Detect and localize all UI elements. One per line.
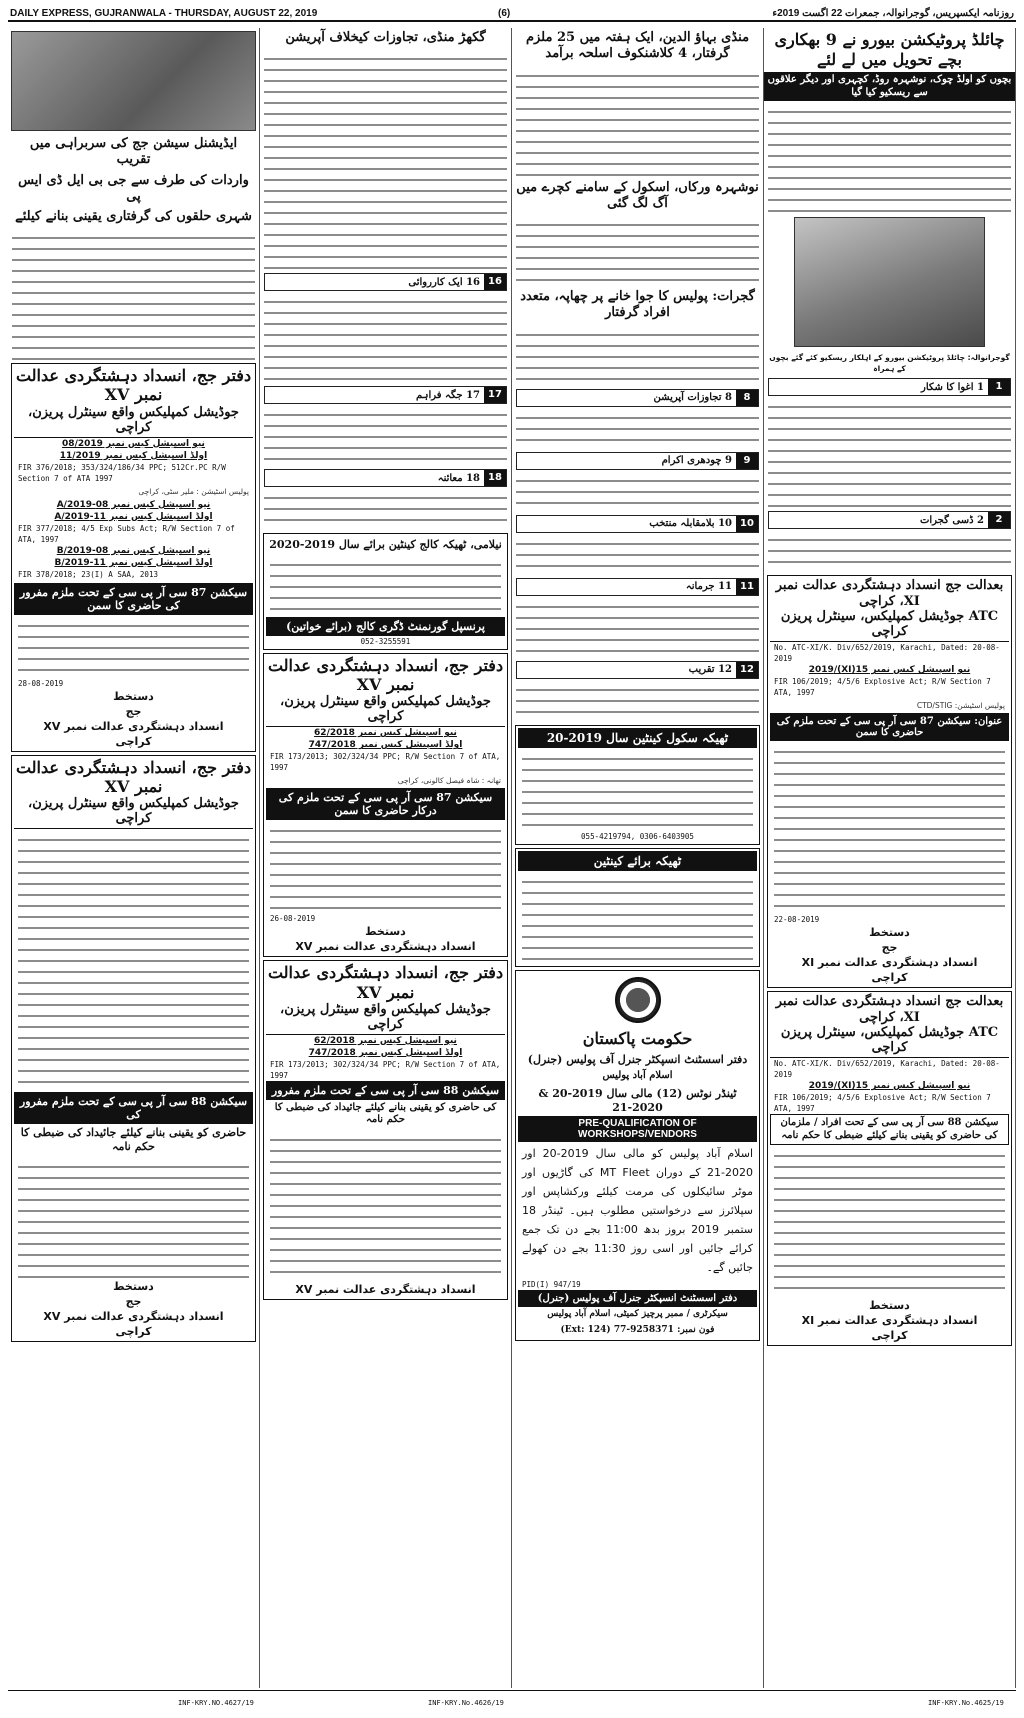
lead-headline: چائلڈ پروٹیکشن بیورو نے 9 بھکاری بچے تحویل میں لے لئے	[774, 30, 1005, 69]
masthead	[8, 6, 1016, 22]
item-number: 11	[736, 579, 758, 595]
notice-subheading: جوڈیشل کمپلیکس واقع سینٹرل پریزن، کراچی	[266, 1002, 505, 1035]
tender-phone: 052-3255591	[360, 637, 411, 646]
news-headline: گکھڑ منڈی، تجاوزات کیخلاف آپریشن	[285, 30, 486, 45]
column-b	[260, 28, 512, 1688]
notice-date: 26-08-2019	[270, 914, 316, 924]
court-notice	[11, 363, 256, 751]
news-body-text	[768, 532, 1011, 572]
fir-details: FIR 377/2018; 4/5 Exp Subs Act; R/W Section 7 of ATA, 1997	[18, 523, 235, 544]
news-body-text	[516, 682, 759, 722]
news-body-text	[264, 490, 507, 530]
government-tender	[515, 970, 760, 1341]
signature-city: کراچی	[115, 734, 152, 748]
case-number: اولڈ اسپیشل کیس نمبر 11/2019	[59, 450, 208, 461]
case-number: نیو اسپیشل کیس نمبر 08-A/2019	[56, 499, 211, 510]
tender-body: اسلام آباد پولیس کو مالی سال 2019-20 اور 2020-21 کے دوران MT Fleet کی گاڑیوں اور موٹر سائیکلوں کی مرمت کیلئے ورکشاپس اور سپلائرز سے درخواستیں مطلوب ہیں۔ ٹینڈر 18 ستمبر 2019 بروز بدھ 11:00 بجے دن تک جمع کرائے جائیں اور اسی روز 11:30 بجے دن کھولے جائیں گے۔	[522, 1147, 753, 1275]
news-body-text	[516, 217, 759, 287]
notice-body-text	[18, 618, 249, 678]
signature-label: دستخط	[113, 689, 154, 703]
notice-reference: No. ATC-XI/K. Div/652/2019, Karachi, Dated: 20-08-2019	[774, 643, 1000, 664]
news-headline: ایڈیشنل سیشن جج کی سربراہی میں تقریب	[29, 136, 238, 168]
tender-notice	[515, 725, 760, 845]
fir-details: FIR 376/2018; 353/324/186/34 PPC; 512Cr.PC R/W Section 7 of ATA 1997	[18, 462, 226, 483]
police-station: پولیس اسٹیشن : ملیر سٹی، کراچی	[138, 486, 249, 496]
notice-reference: No. ATC-XI/K. Div/652/2019, Karachi, Dated: 20-08-2019	[774, 1059, 1000, 1080]
column-d	[764, 28, 1016, 1688]
case-number: نیو اسپیشل کیس نمبر 08/2019	[62, 438, 205, 449]
notice-body-text	[270, 823, 501, 913]
police-emblem-icon	[615, 977, 661, 1023]
section-title: سیکشن 87 سی آر پی سی کے تحت ملزم مفرور کی حاضری کا سمن	[14, 583, 253, 615]
notice-body-text	[270, 1132, 501, 1282]
signature-court: انسداد دہشتگردی عدالت نمبر XV	[295, 940, 476, 954]
item-title: 17 جگہ فراہم	[415, 389, 480, 401]
newspaper-page	[8, 6, 1016, 1712]
item-title: 11 جرمانہ	[685, 581, 732, 592]
news-headline: واردات کی طرف سے جی بی ایل ڈی ایس پی	[18, 172, 249, 204]
notice-body-text	[18, 1159, 249, 1279]
ad-reference: INF-KRY.No.4626/19	[428, 1699, 504, 1707]
tender-notice	[515, 848, 760, 967]
item-number: 2	[988, 512, 1010, 528]
case-number: اولڈ اسپیشل کیس نمبر 747/2018	[308, 1047, 463, 1058]
signature-label: دستخط	[113, 1279, 154, 1293]
pid-reference: PID(I) 947/19	[522, 1280, 581, 1290]
fir-details: FIR 106/2019; 4/5/6 Explosive Act; R/W Section 7 ATA, 1997	[774, 1093, 991, 1114]
news-body-text	[516, 68, 759, 178]
news-photo	[794, 217, 985, 347]
notice-heading: بعدالت جج انسداد دہشتگردی عدالت نمبر XI، کراچی	[775, 578, 1004, 609]
item-title: 18 معائنہ	[437, 472, 480, 484]
item-title: 2 ڈسی گجرات	[919, 514, 984, 526]
news-body-text	[264, 51, 507, 271]
news-headline: نوشہرہ ورکاں، اسکول کے سامنے کچرے میں آگ لگ گئی	[516, 179, 759, 211]
signature-court: انسداد دہشتگردی عدالت نمبر XI	[801, 1314, 978, 1328]
item-title: 10 بلامقابلہ منتخب	[649, 518, 732, 529]
section-subtitle: کی حاضری کو یقینی بنانے کیلئے جائیداد کی ضبطی کا حکم نامہ	[274, 1101, 497, 1126]
column-a	[8, 28, 260, 1688]
notice-subheading: جوڈیشل کمپلیکس واقع سینٹرل پریزن، کراچی	[14, 405, 253, 438]
item-number: 10	[736, 516, 758, 532]
section-subtitle: حاضری کو یقینی بنانے کیلئے جائیداد کی ضبطی کا حکم نامہ	[20, 1126, 247, 1153]
signature-city: کراچی	[871, 971, 908, 985]
signature-court: انسداد دہشتگردی عدالت نمبر XV	[295, 1282, 476, 1296]
item-number: 1	[988, 379, 1010, 395]
contact-heading: دفتر اسسٹنٹ انسپکٹر جنرل آف پولیس (جنرل)	[518, 1290, 757, 1307]
item-number: 17	[484, 387, 506, 403]
contact-subheading: سیکرٹری / ممبر پرچیز کمیٹی، اسلام آباد پولیس	[547, 1309, 728, 1320]
news-item-label	[516, 515, 759, 533]
case-number: اولڈ اسپیشل کیس نمبر 11-B/2019	[54, 557, 213, 568]
notice-subheading: جوڈیشل کمپلیکس واقع سینٹرل پریزن، کراچی	[266, 694, 505, 727]
item-title: 1 اغوا کا شکار	[921, 381, 984, 393]
govt-heading: حکومت پاکستان	[582, 1028, 693, 1048]
news-item-label	[768, 378, 1011, 396]
tender-body-text	[522, 874, 753, 964]
case-number: نیو اسپیشل کیس نمبر 62/2018	[314, 728, 457, 739]
lead-subheadline: بچوں کو اولڈ چوک، نوشہرہ روڈ، کچہری اور دیگر علاقوں سے ریسکیو کیا گیا	[764, 72, 1015, 101]
notice-body-text	[774, 1148, 1005, 1298]
signature-city: کراچی	[871, 1329, 908, 1343]
court-notice	[767, 991, 1012, 1346]
tender-title: نیلامی، ٹھیکہ کالج کینٹین برائے سال 2019-2020	[269, 538, 502, 552]
section-title: سیکشن 88 سی آر پی سی کے تحت ملزم مفرور کی	[14, 1092, 253, 1124]
news-body-text	[768, 104, 1011, 214]
news-item-label	[264, 386, 507, 404]
ad-reference: INF-KRY.NO.4627/19	[178, 1699, 254, 1707]
item-title: 8 تجاوزات آپریشن	[653, 392, 732, 403]
notice-heading: بعدالت جج انسداد دہشتگردی عدالت نمبر XI، کراچی	[775, 994, 1004, 1025]
tender-notice	[263, 533, 508, 650]
page-number: (6)	[498, 8, 511, 19]
contact-phone: فون نمبر: 9258371-77 (Ext: 124)	[560, 1324, 715, 1335]
govt-subheading: دفتر اسسٹنٹ انسپکٹر جنرل آف پولیس (جنرل)	[527, 1052, 748, 1066]
tender-body-text	[270, 557, 501, 617]
news-body-text	[516, 327, 759, 387]
court-notice	[11, 755, 256, 1342]
prequalification-title: PRE-QUALIFICATION OF WORKSHOPS/VENDORS	[518, 1116, 757, 1142]
notice-heading: دفتر جج، انسداد دہشتگردی عدالت نمبر XV	[267, 963, 504, 1002]
news-photo	[11, 31, 256, 131]
news-item-label	[516, 661, 759, 679]
news-item-label	[516, 452, 759, 470]
item-number: 8	[736, 390, 758, 406]
notice-subheading: جوڈیشل کمپلیکس واقع سینٹرل پریزن، کراچی	[14, 796, 253, 829]
signature-title: جج	[125, 1294, 142, 1308]
signature-label: دستخط	[869, 926, 910, 940]
masthead-english: DAILY EXPRESS, GUJRANWALA - THURSDAY, AUGUST 22, 2019	[10, 8, 318, 19]
notice-date: 28-08-2019	[18, 678, 64, 688]
section-title: سیکشن 88 سی آر پی سی کے تحت افراد / ملزمان کی حاضری کو یقینی بنانے کیلئے ضبطی کا حکم نامہ	[770, 1114, 1009, 1145]
section-title: عنوان: سیکشن 87 سی آر پی سی کے تحت ملزم کی حاضری کا سمن	[770, 713, 1009, 741]
case-number: نیو اسپیشل کیس نمبر 62/2018	[314, 1035, 457, 1046]
item-number: 12	[736, 662, 758, 678]
signature-court: انسداد دہشتگردی عدالت نمبر XV	[43, 1309, 224, 1323]
page-footer	[8, 1690, 1016, 1712]
news-headline: شہری حلقوں کی گرفتاری یقینی بنانے کیلئے	[15, 209, 252, 224]
news-item-label	[264, 469, 507, 487]
news-body-text	[516, 536, 759, 576]
tender-org: پرنسپل گورنمنٹ ڈگری کالج (برائے خواتین)	[266, 617, 505, 636]
notice-subheading: ATC جوڈیشل کمپلیکس، سینٹرل پریزن کراچی	[770, 609, 1009, 642]
case-number: اولڈ اسپیشل کیس نمبر 11-A/2019	[54, 511, 213, 522]
court-notice	[767, 575, 1012, 988]
item-title: 12 تقریب	[688, 664, 732, 675]
news-body-text	[516, 473, 759, 513]
fir-details: FIR 106/2019; 4/5/6 Explosive Act; R/W Section 7 ATA, 1997	[774, 677, 991, 698]
case-number: نیو اسپیشل کیس نمبر 08-B/2019	[56, 545, 211, 556]
tender-body-text	[522, 751, 753, 831]
notice-heading: دفتر جج، انسداد دہشتگردی عدالت نمبر XV	[15, 366, 252, 405]
news-item-label	[768, 511, 1011, 529]
news-headline: گجرات: پولیس کا جوا خانے پر چھاپہ، متعدد افراد گرفتار	[520, 289, 755, 321]
case-number: اولڈ اسپیشل کیس نمبر 747/2018	[308, 740, 463, 751]
news-body-text	[768, 399, 1011, 509]
signature-title: جج	[125, 704, 142, 718]
fir-details: FIR 173/2013; 302/324/34 PPC; R/W Section 7 of ATA, 1997	[270, 752, 501, 773]
news-body-text	[516, 599, 759, 659]
notice-heading: دفتر جج، انسداد دہشتگردی عدالت نمبر XV	[267, 656, 504, 695]
notice-subheading: ATC جوڈیشل کمپلیکس، سینٹرل پریزن کراچی	[770, 1025, 1009, 1058]
signature-label: دستخط	[365, 925, 406, 939]
ad-reference: INF-KRY.No.4625/19	[928, 1699, 1004, 1707]
item-number: 18	[484, 470, 506, 486]
signature-label: دستخط	[869, 1299, 910, 1313]
signature-court: انسداد دہشتگردی عدالت نمبر XV	[43, 719, 224, 733]
signature-title: جج	[881, 941, 898, 955]
item-number: 16	[484, 274, 506, 290]
item-title: 16 ایک کارروائی	[408, 276, 480, 288]
news-body-text	[12, 230, 255, 360]
police-station: تھانہ : شاہ فیصل کالونی، کراچی	[397, 776, 501, 786]
fir-details: FIR 378/2018; 23(I) A SAA, 2013	[18, 569, 158, 579]
case-number: نیو اسپیشل کیس نمبر 15(XI)/2019	[808, 665, 971, 676]
news-body-text	[516, 410, 759, 450]
notice-heading: دفتر جج، انسداد دہشتگردی عدالت نمبر XV	[15, 757, 252, 796]
tender-contact: 055-4219794, 0306-6403905	[581, 831, 694, 841]
court-notice	[263, 960, 508, 1299]
notice-body-text	[18, 832, 249, 1092]
photo-caption: گوجرانوالہ: چائلڈ پروٹیکشن بیورو کے اہلکار ریسکیو کئے گئے بچوں کے ہمراہ	[769, 353, 1010, 373]
news-item-label	[264, 273, 507, 291]
court-notice	[263, 653, 508, 957]
section-title: سیکشن 88 سی آر پی سی کے تحت ملزم مفرور	[266, 1081, 505, 1100]
tender-title: ٹھیکہ سکول کینٹین سال 2019-20	[518, 728, 757, 748]
news-body-text	[264, 294, 507, 384]
police-station: پولیس اسٹیشن: CTD/STIG	[916, 701, 1005, 711]
govt-subheading-2: اسلام آباد پولیس	[602, 1070, 673, 1082]
masthead-urdu: روزنامہ ایکسپریس، گوجرانوالہ، جمعرات 22 اگست 2019ء	[772, 8, 1014, 19]
notice-body-text	[774, 744, 1005, 914]
case-number: نیو اسپیشل کیس نمبر 15(XI)/2019	[808, 1081, 971, 1092]
news-item-label	[516, 578, 759, 596]
column-c	[512, 28, 764, 1688]
canteen-title: ٹھیکہ برائے کینٹین	[518, 851, 757, 871]
item-number: 9	[736, 453, 758, 469]
news-body-text	[264, 407, 507, 467]
tender-notice-title: ٹینڈر نوٹس (12) مالی سال 2019-20 & 2020-21	[538, 1086, 737, 1114]
signature-city: کراچی	[115, 1324, 152, 1338]
news-item-label	[516, 389, 759, 407]
news-headline: منڈی بہاؤ الدین، ایک ہفتہ میں 25 ملزم گرفتار، 4 کلاشنکوف اسلحہ برآمد	[525, 30, 750, 62]
fir-details: FIR 173/2013; 302/324/34 PPC; R/W Section 7 of ATA, 1997	[270, 1059, 501, 1080]
notice-date: 22-08-2019	[774, 915, 820, 925]
section-title: سیکشن 87 سی آر پی سی کے تحت ملزم کی درکار حاضری کا سمن	[266, 788, 505, 820]
signature-court: انسداد دہشتگردی عدالت نمبر XI	[801, 956, 978, 970]
item-title: 9 چودھری اکرام	[661, 455, 732, 466]
